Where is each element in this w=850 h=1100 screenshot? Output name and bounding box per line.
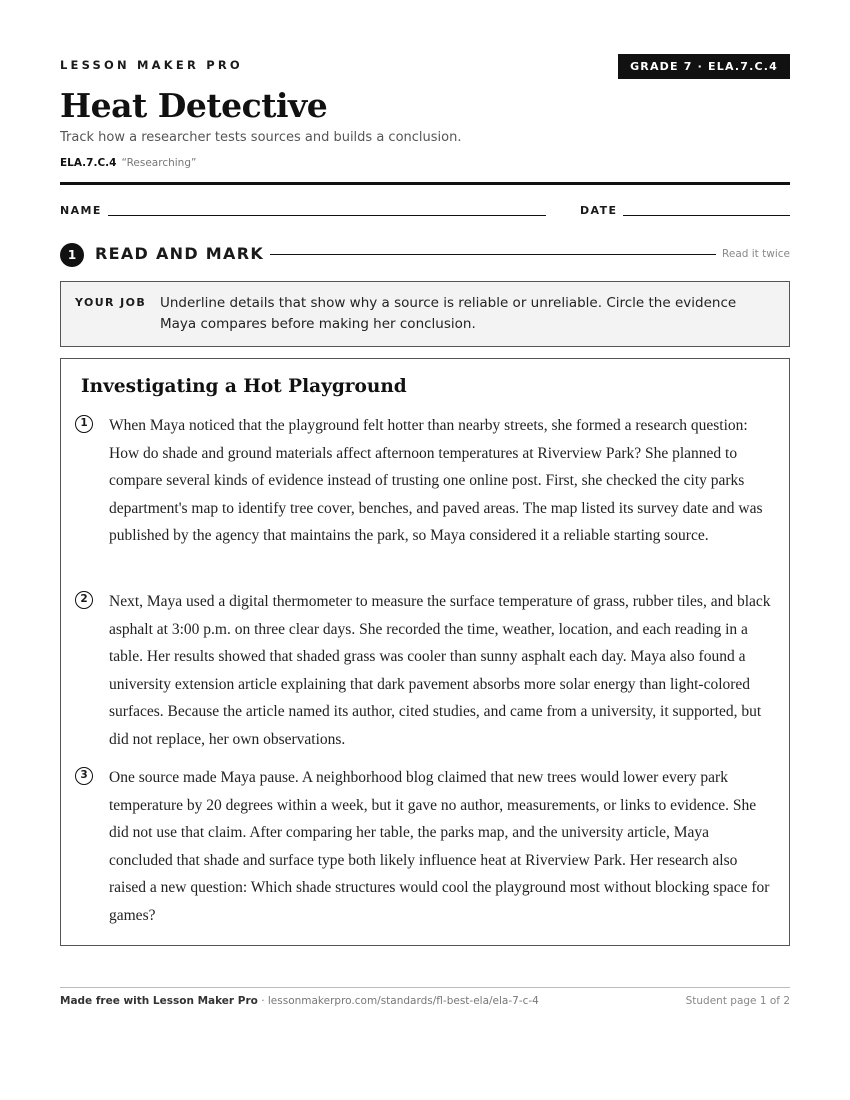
paragraph-3 (75, 764, 775, 929)
reading-passage (60, 358, 790, 946)
your-job-label: YOUR JOB (75, 296, 147, 309)
paragraph-text: When Maya noticed that the playground felt hotter than nearby streets, she formed a research question: How do shade and ground materials affect afternoon temperatures at Riverview Park? She planned to compare several kinds of evidence instead of trusting one online post. First, she checked the city parks department's map to identify tree cover, benches, and paved areas. The map listed its survey date and was published by the agency that maintains the park, so Maya considered it a reliable starting source. (109, 417, 763, 544)
footer-url[interactable]: lessonmakerpro.com/standards/fl-best-ela/ela-7-c-4 (267, 995, 539, 1007)
worksheet-page (60, 0, 790, 1100)
name-field[interactable] (108, 215, 546, 216)
date-label: DATE (580, 204, 618, 217)
header-divider (60, 182, 790, 185)
section-title: READ AND MARK (95, 244, 265, 263)
date-field[interactable] (623, 215, 790, 216)
paragraph-text: One source made Maya pause. A neighborhood blog claimed that new trees would lower every park temperature by 20 degrees within a week, but it gave no author, measurements, or links to evidence. She did not use that claim. After comparing her table, the parks map, and the university article, Maya concluded that shade and surface type both likely influence heat at Riverview Park. Her research also raised a new question: Which shade structures would cool the playground most without blocking space for games? (109, 769, 770, 924)
passage-title: Investigating a Hot Playground (81, 376, 407, 397)
standard-name: “Researching” (121, 157, 197, 169)
standard-tag (60, 157, 196, 169)
section-hint: Read it twice (722, 248, 790, 260)
standard-code: ELA.7.C.4 (60, 157, 117, 169)
your-job-instructions: Underline details that show why a source is reliable or unreliable. Circle the evidence Maya compares before making her conclusion. (160, 295, 737, 332)
footer-page-number: Student page 1 of 2 (685, 995, 790, 1007)
page-title: Heat Detective (60, 86, 328, 125)
paragraph-1 (75, 412, 775, 550)
page-subtitle: Track how a researcher tests sources and builds a conclusion. (60, 130, 462, 145)
brand-name: LESSON MAKER PRO (60, 58, 243, 72)
section-divider (270, 254, 716, 255)
footer-credit (60, 995, 539, 1007)
section-number-badge: 1 (60, 243, 84, 267)
paragraph-text: Next, Maya used a digital thermometer to measure the surface temperature of grass, rubber tiles, and black asphalt at 3:00 p.m. on three clear days. She recorded the time, weather, location, and each reading in a table. Her results showed that shaded grass was cooler than sunny asphalt each day. Maya also found a university extension article explaining that dark pavement absorbs more solar energy than light-colored surfaces. Because the article named its author, cited studies, and came from a university, it supported, but did not replace, her own observations. (109, 593, 771, 748)
your-job-box (60, 281, 790, 347)
footer-separator: · (257, 995, 268, 1007)
footer-made-with: Made free with Lesson Maker Pro (60, 995, 258, 1007)
grade-standard-badge: GRADE 7 · ELA.7.C.4 (618, 54, 790, 79)
paragraph-2 (75, 588, 775, 753)
paragraph-number: 2 (75, 591, 93, 609)
paragraph-number: 3 (75, 767, 93, 785)
paragraph-number: 1 (75, 415, 93, 433)
name-label: NAME (60, 204, 102, 217)
footer-divider (60, 987, 790, 988)
